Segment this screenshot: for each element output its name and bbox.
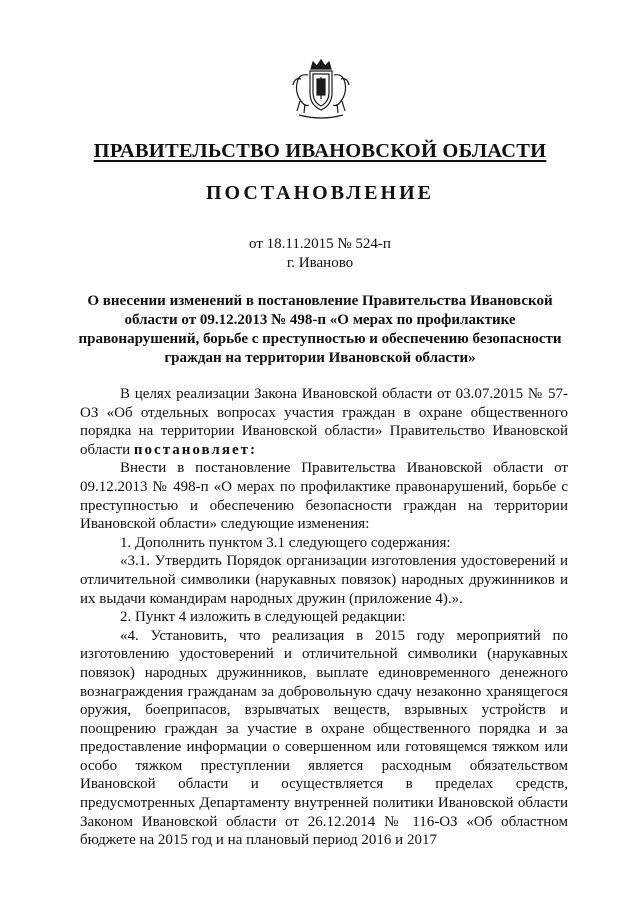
paragraph: 1. Дополнить пунктом 3.1 следующего содержания:: [120, 534, 451, 551]
document-type: ПОСТАНОВЛЕНИЕ: [206, 182, 434, 204]
document-body: [80, 385, 568, 850]
paragraph: «4. Установить, что реализация в 2015 году мероприятий по изготовлению удостоверений и отличительной символики (нарукавных повязок) народных дружинников, выплате единовременного денежного вознаграждения гражданам за добровольную сдачу незаконно хранящегося оружия, боеприпасов, взрывчатых веществ, взрывных устройств и поощрению граждан за участие в охране общественного порядка и за предоставление информации о совершенном или готовящемся тяжком или особо тяжком преступлении является расходным обязательством Ивановской области и осуществляется в пределах средств, предусмотренных Департаменту внутренней политики Ивановской области Законом Ивановской области от 26.12.2014 № 116-ОЗ «Об областном бюджете на 2015 год и на плановый период 2016 и 2017: [80, 627, 568, 849]
resolution-keyword: постановляет:: [133, 441, 257, 458]
document-date-number: от 18.11.2015 № 524-п: [249, 236, 391, 252]
government-name: ПРАВИТЕЛЬСТВО ИВАНОВСКОЙ ОБЛАСТИ: [93, 140, 547, 162]
document-heading: О внесении изменений в постановление Правительства Ивановской области от 09.12.2013 № 498-п «О мерах по профилактике правонарушений, борьбе с преступностью и обеспечению безопасности граждан на территории Ивановской области»: [78, 293, 562, 366]
paragraph: «3.1. Утвердить Порядок организации изготовления удостоверений и отличительной символики (нарукавных повязок) народных дружинников и их выдачи командирам народных дружин (приложение 4).».: [80, 553, 568, 607]
coat-of-arms-icon: [287, 55, 355, 123]
paragraph: 2. Пункт 4 изложить в следующей редакции:: [120, 609, 406, 626]
paragraph-text: В целях реализации Закона Ивановской области от 03.07.2015 № 57-ОЗ «Об отдельных вопросах участия граждан в охране общественного порядка на территории Ивановской области» Правительство Ивановской области: [80, 386, 568, 458]
document-city: г. Иваново: [286, 255, 354, 271]
paragraph: Внести в постановление Правительства Ивановской области от 09.12.2013 № 498-п «О мерах по профилактике правонарушений, борьбе с преступностью и обеспечению безопасности граждан на территории Ивановской области» следующие изменения:: [80, 460, 568, 533]
paragraph: [80, 385, 568, 459]
